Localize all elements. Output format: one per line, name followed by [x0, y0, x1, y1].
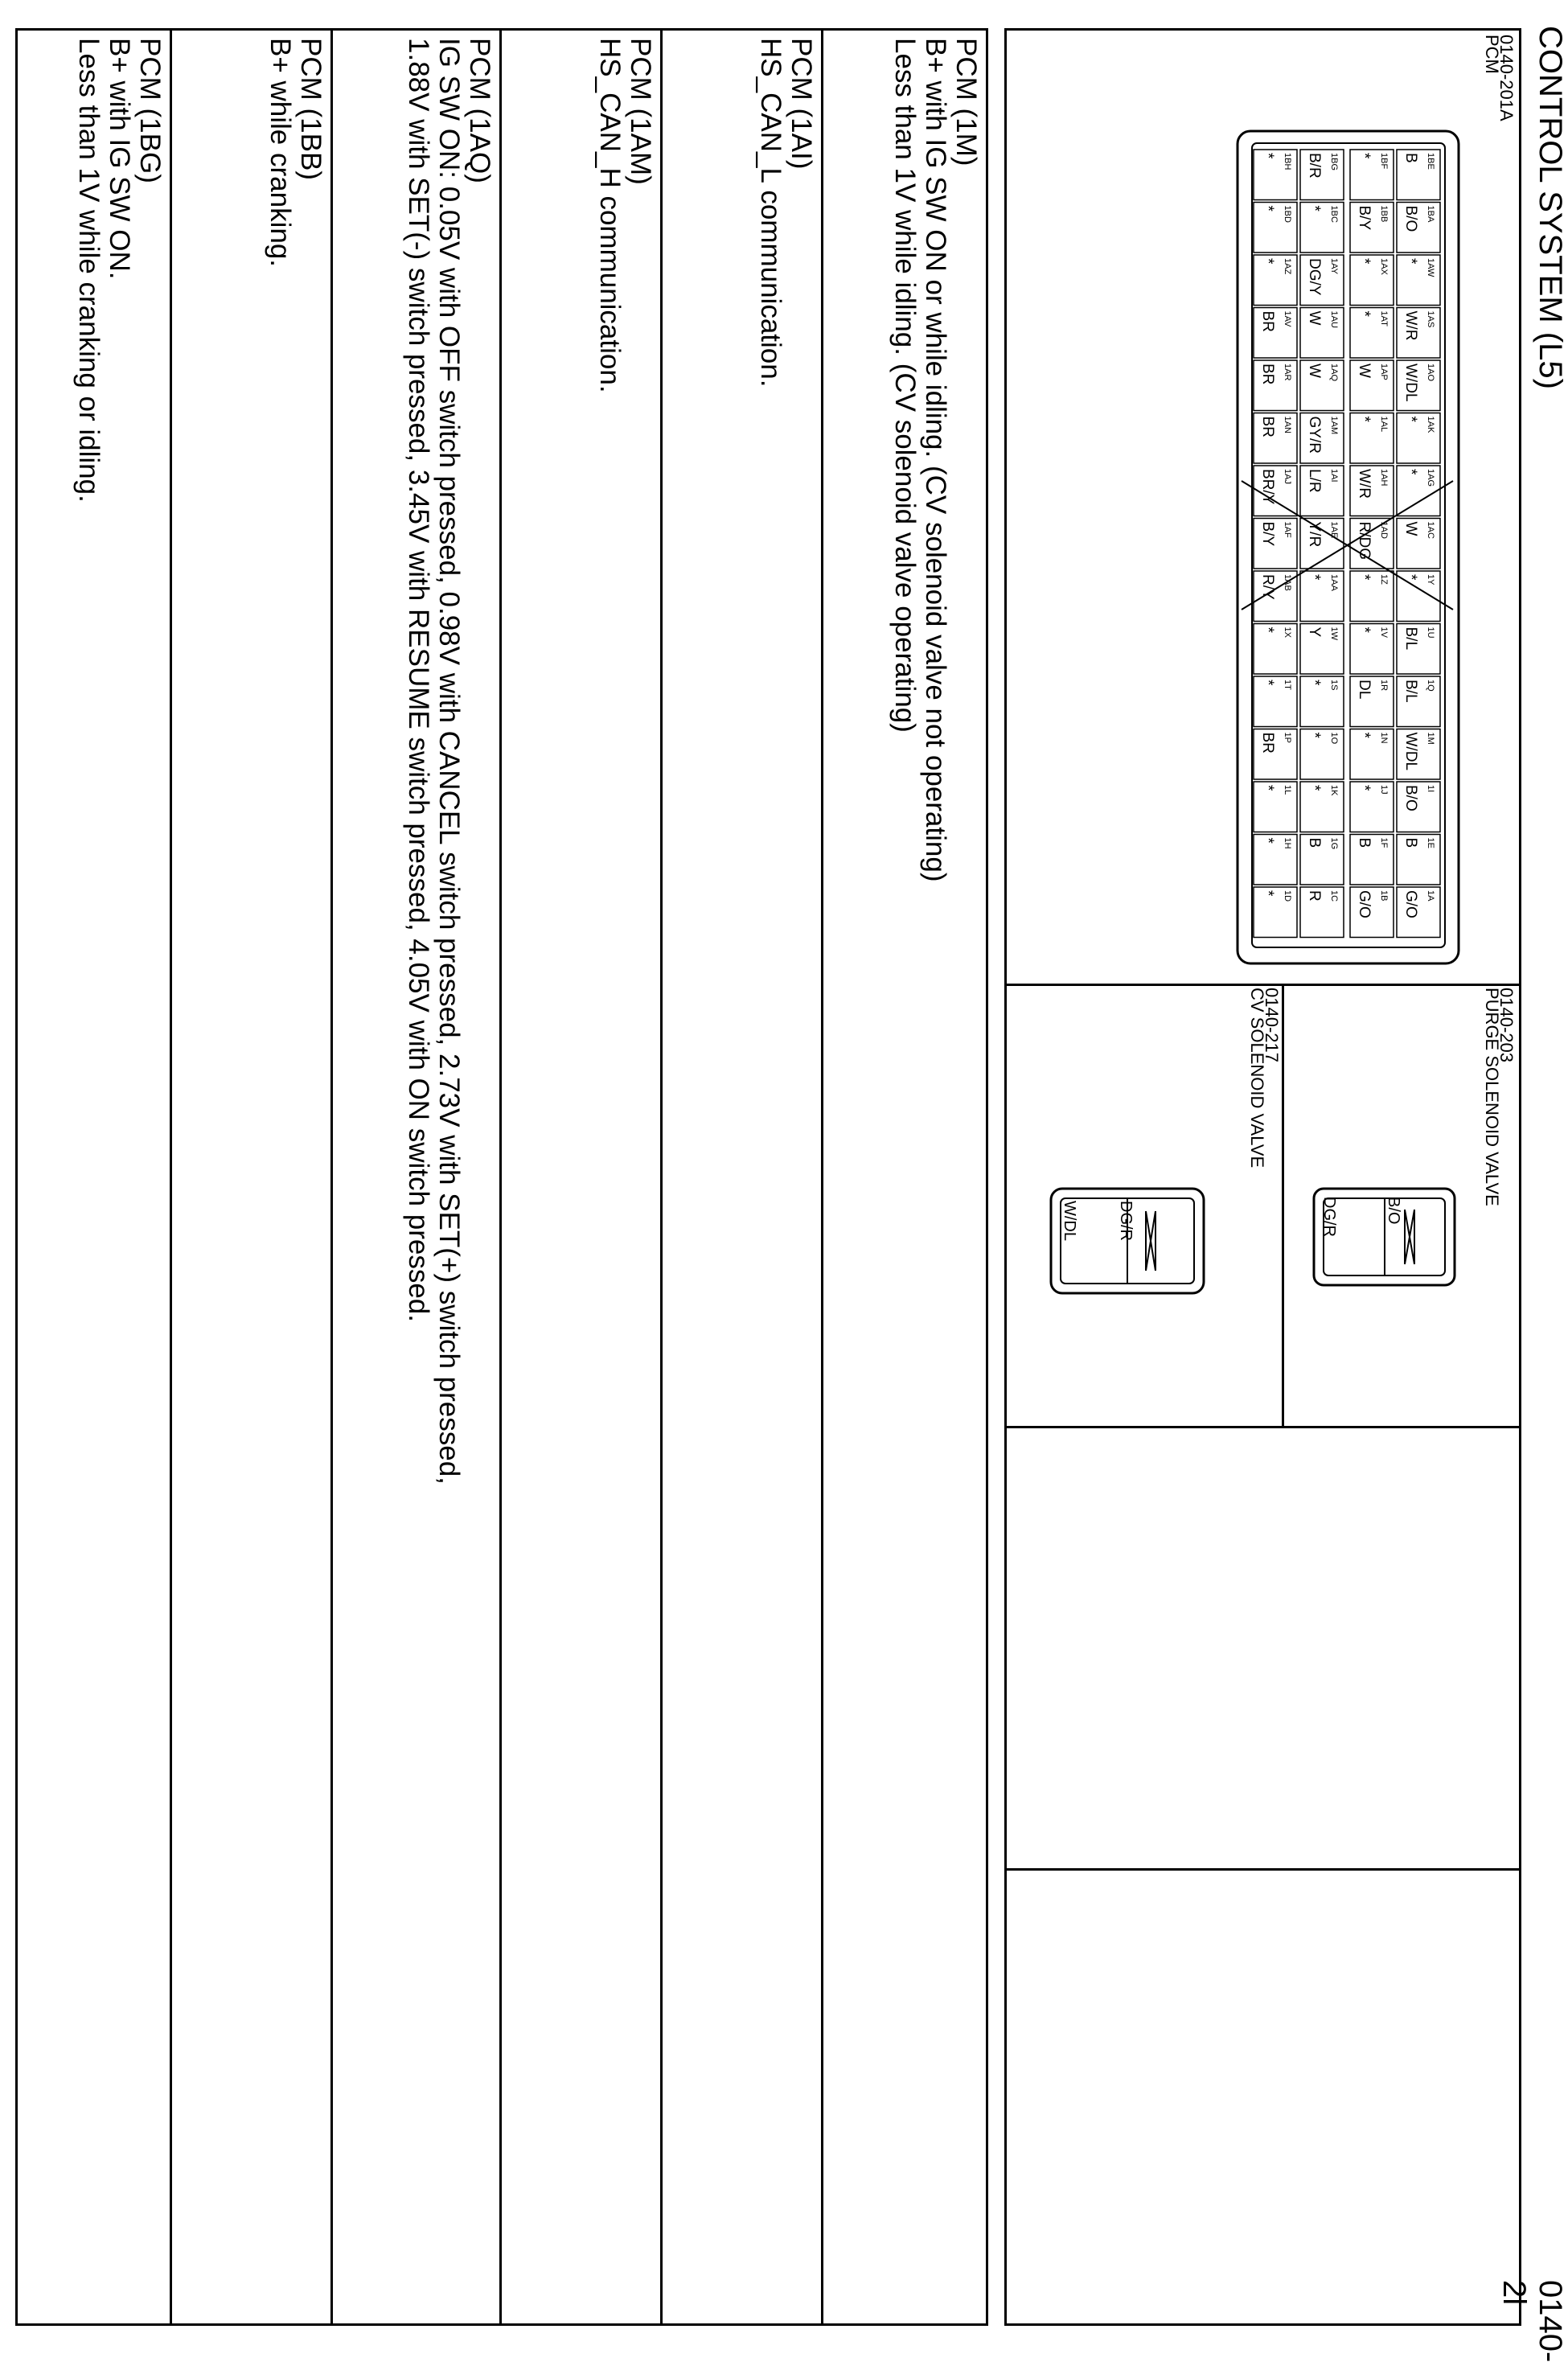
pin-wire-color: B/R — [1306, 153, 1323, 179]
pin-wire-color: W — [1356, 364, 1373, 378]
pin-number: 1M — [1426, 732, 1435, 745]
pin-number: 1AV — [1283, 310, 1292, 327]
pcm-connector-diagram — [1004, 31, 1519, 980]
pin-wire-color: * — [1402, 416, 1419, 422]
pin-wire-color: * — [1259, 837, 1276, 844]
pin-wire-color: * — [1259, 626, 1276, 633]
pin-number: 1AO — [1426, 364, 1435, 382]
purge-valve-name: PURGE SOLENOID VALVE — [1482, 988, 1502, 1206]
description-table — [15, 28, 988, 2326]
pin-number: 1BB — [1379, 205, 1389, 223]
pcm-connector-name: PCM — [1482, 35, 1502, 74]
pin-wire-color: * — [1356, 626, 1373, 633]
pin-wire-color: * — [1259, 680, 1276, 686]
pin-wire-color: Y/R — [1306, 521, 1323, 548]
pin-number: 1BE — [1426, 153, 1435, 170]
pin-wire-color: * — [1306, 205, 1323, 212]
pin-number: 1X — [1283, 626, 1292, 638]
pin-wire-color: B — [1306, 837, 1323, 848]
pin-number: 1I — [1426, 785, 1435, 793]
pin-wire-color: W/DL — [1402, 732, 1419, 770]
row-description: Less than 1V while idling. (CV solenoid valve operating) — [889, 38, 921, 733]
pin-number: 1AZ — [1283, 258, 1292, 275]
cv-wire-2: W/DL — [1061, 1201, 1078, 1241]
pin-number: 1BG — [1329, 153, 1339, 171]
pin-number: 1AS — [1426, 310, 1435, 328]
divider — [1007, 1426, 1519, 1428]
pin-number: 1BC — [1329, 205, 1339, 223]
pin-wire-color: B/L — [1402, 680, 1419, 703]
pin-wire-color: DL — [1356, 680, 1373, 700]
pin-number: 1AN — [1283, 416, 1292, 433]
pin-number: 1AE — [1329, 521, 1339, 539]
pin-number: 1W — [1329, 626, 1339, 640]
pin-number: 1AY — [1329, 258, 1339, 274]
pin-number: 1AR — [1283, 364, 1292, 381]
pin-wire-color: BR — [1259, 416, 1276, 437]
pin-wire-color: B/O — [1402, 205, 1419, 232]
pin-wire-color: * — [1259, 153, 1276, 159]
pin-number: 1AL — [1379, 416, 1389, 433]
pin-wire-color: * — [1356, 574, 1373, 581]
pin-wire-color: R — [1306, 890, 1323, 902]
purge-valve-id: 0140-203 — [1496, 988, 1517, 1062]
pin-number: 1D — [1283, 890, 1292, 902]
pin-wire-color: Y — [1306, 626, 1323, 638]
pin-wire-color: W/DL — [1402, 364, 1419, 402]
pin-wire-color: BR/Y — [1259, 469, 1276, 505]
pcm-connector-id: 0140-201A — [1496, 35, 1517, 121]
pin-wire-color: GY/R — [1306, 416, 1323, 454]
pin-wire-color: B — [1402, 837, 1419, 848]
row-description: HS_CAN_H communication. — [594, 38, 626, 393]
pin-wire-color: * — [1306, 785, 1323, 791]
pin-wire-color: * — [1356, 258, 1373, 265]
pin-wire-color: * — [1259, 258, 1276, 265]
pin-number: 1AJ — [1283, 469, 1292, 484]
row-terminal: PCM (1BG) — [134, 38, 166, 183]
row-terminal: PCM (1AI) — [786, 38, 817, 170]
pin-number: 1AI — [1329, 469, 1339, 483]
row-description: IG SW ON: 0.05V with OFF switch pressed, 0.98V with CANCEL switch pressed, 2.73V with SET(+) switch pressed, — [433, 38, 465, 1485]
pin-number: 1Y — [1426, 574, 1435, 585]
pin-wire-color: * — [1402, 469, 1419, 475]
pin-number: 1Z — [1379, 574, 1389, 585]
row-terminal: PCM (1AM) — [625, 38, 656, 185]
pin-wire-color: * — [1306, 680, 1323, 686]
pin-number: 1AK — [1426, 416, 1435, 433]
pin-wire-color: * — [1259, 890, 1276, 897]
cv-connector-diagram — [1007, 988, 1284, 1422]
pin-wire-color: BR — [1259, 364, 1276, 385]
page-number: 0140-2l — [1496, 2280, 1568, 2362]
divider — [1007, 984, 1519, 986]
pin-number: 1AH — [1379, 469, 1389, 487]
pin-wire-color: B/O — [1402, 785, 1419, 811]
pin-number: 1AM — [1329, 416, 1339, 435]
pin-wire-color: W/R — [1402, 310, 1419, 341]
row-description: B+ with IG SW ON. — [104, 38, 135, 280]
pin-number: 1R — [1379, 680, 1389, 692]
pin-wire-color: * — [1356, 310, 1373, 317]
pin-number: 1J — [1379, 785, 1389, 795]
pin-wire-color: G/O — [1402, 890, 1419, 918]
pin-number: 1N — [1379, 732, 1389, 744]
pin-number: 1AG — [1426, 469, 1435, 487]
pin-number: 1AT — [1379, 310, 1389, 327]
pin-number: 1U — [1426, 626, 1435, 639]
row-description: B+ while cranking. — [265, 38, 296, 268]
purge-wire-1: B/O — [1385, 1197, 1402, 1225]
pin-wire-color: L/R — [1306, 469, 1323, 493]
pin-wire-color: * — [1306, 574, 1323, 581]
pin-number: 1O — [1329, 732, 1339, 745]
row-description: Less than 1V while cranking or idling. — [73, 38, 105, 503]
pin-wire-color: W — [1402, 521, 1419, 536]
pin-wire-color: * — [1402, 574, 1419, 581]
page-title: CONTROL SYSTEM (L5) — [1533, 26, 1568, 389]
pin-wire-color: B/Y — [1356, 205, 1373, 231]
pin-number: 1AD — [1379, 521, 1389, 539]
pin-wire-color: * — [1356, 785, 1373, 791]
pin-wire-color: * — [1356, 732, 1373, 738]
pin-number: 1BA — [1426, 205, 1435, 223]
pin-wire-color: * — [1259, 205, 1276, 212]
pin-number: 1P — [1283, 732, 1292, 743]
pin-number: 1T — [1283, 680, 1292, 690]
table-row — [170, 31, 330, 2323]
table-row — [660, 31, 821, 2323]
pin-wire-color: BR — [1259, 732, 1276, 754]
pin-wire-color: B — [1356, 837, 1373, 848]
pin-wire-color: B/Y — [1259, 521, 1276, 547]
pin-wire-color: R/Y — [1259, 574, 1276, 600]
pin-number: 1AW — [1426, 258, 1435, 277]
table-row — [821, 31, 986, 2323]
pin-number: 1A — [1426, 890, 1435, 902]
pin-number: 1V — [1379, 626, 1389, 638]
pin-wire-color: DG/Y — [1306, 258, 1323, 296]
pin-wire-color: G/O — [1356, 890, 1373, 918]
pin-wire-color: BR — [1259, 310, 1276, 332]
pin-wire-color: B — [1402, 153, 1419, 163]
pin-number: 1AU — [1329, 310, 1339, 328]
pin-number: 1B — [1379, 890, 1389, 902]
pin-number: 1K — [1329, 785, 1339, 796]
cv-valve-name: CV SOLENOID VALVE — [1247, 988, 1267, 1169]
row-description: HS_CAN_L communication. — [755, 38, 786, 388]
row-terminal: PCM (1BB) — [295, 38, 326, 180]
pin-number: 1AX — [1379, 258, 1389, 275]
pin-number: 1Q — [1426, 680, 1435, 692]
pin-number: 1E — [1426, 837, 1435, 848]
pin-number: 1BH — [1283, 153, 1292, 170]
pin-number: 1C — [1329, 890, 1339, 902]
pin-number: 1G — [1329, 837, 1339, 850]
cv-valve-id: 0140-217 — [1262, 988, 1282, 1062]
pin-number: 1BD — [1283, 205, 1292, 223]
pin-wire-color: R/DG — [1356, 521, 1373, 560]
pin-number: 1L — [1283, 785, 1292, 795]
pin-wire-color: * — [1306, 732, 1323, 738]
pin-wire-color: * — [1402, 258, 1419, 265]
pin-number: 1AC — [1426, 521, 1435, 539]
pin-number: 1AB — [1283, 574, 1292, 591]
pin-wire-color: B/L — [1402, 626, 1419, 651]
pin-wire-color: * — [1356, 153, 1373, 159]
pin-number: 1AP — [1379, 364, 1389, 380]
pin-wire-color: W/R — [1356, 469, 1373, 499]
pin-number: 1BF — [1379, 153, 1389, 170]
divider — [1007, 1868, 1519, 1871]
table-row — [13, 31, 170, 2323]
row-description: 1.88V with SET(-) switch pressed, 3.45V with RESUME switch pressed, 4.05V with ON switch pressed. — [403, 38, 434, 1322]
pin-number: 1AA — [1329, 574, 1339, 591]
pin-wire-color: W — [1306, 310, 1323, 326]
pin-number: 1AF — [1283, 521, 1292, 538]
pin-wire-color: W — [1306, 364, 1323, 378]
pin-wire-color: * — [1259, 785, 1276, 791]
row-terminal: PCM (1M) — [950, 38, 982, 166]
table-row — [499, 31, 660, 2323]
pin-number: 1H — [1283, 837, 1292, 849]
cv-wire-1: DG/R — [1117, 1201, 1135, 1241]
purge-wire-2: DG/R — [1320, 1197, 1338, 1237]
table-row — [330, 31, 499, 2323]
connector-panel — [1004, 28, 1521, 2326]
pin-number: 1AQ — [1329, 364, 1339, 382]
row-terminal: PCM (1AQ) — [464, 38, 495, 183]
row-description: B+ with IG SW ON or while idling. (CV solenoid valve not operating) — [920, 38, 951, 882]
pin-wire-color: * — [1356, 416, 1373, 422]
pin-number: 1S — [1329, 680, 1339, 691]
pin-number: 1F — [1379, 837, 1389, 848]
